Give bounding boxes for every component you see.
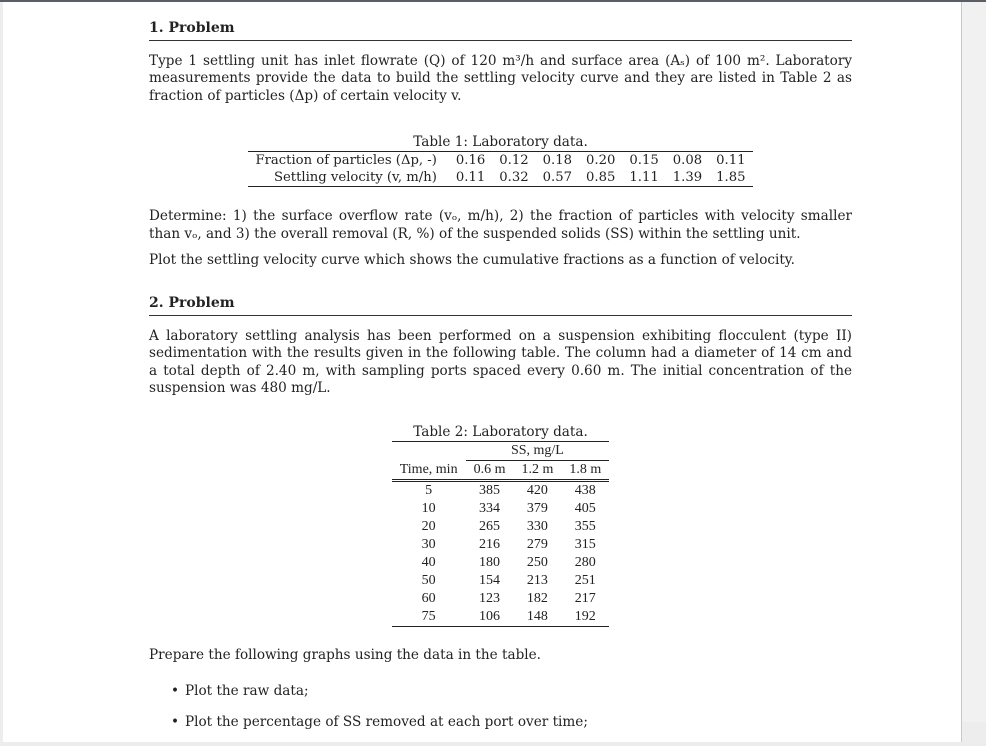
table-row [392,572,610,590]
scrollbar-track[interactable] [962,2,986,722]
table-cell: 251 [574,573,596,588]
problem-2-tasks [149,647,852,746]
table-cell: 0.16 [449,152,492,170]
table-cell: 50 [421,573,436,588]
table-cell: 1.85 [709,169,752,187]
column-header: 0.6 m [466,461,514,481]
problem-2-heading: 2. Problem [149,295,852,316]
problem-1-tasks [149,208,852,270]
table-1-row-velocity [248,169,752,187]
table-1-row-fraction [248,152,752,170]
table-cell: 123 [479,591,501,606]
table-row [392,481,610,501]
table-row [392,590,610,608]
problem-2-section [149,295,852,398]
table-cell: 438 [574,483,596,498]
table-cell: 280 [574,555,596,570]
table-cell: 279 [526,537,548,552]
table-2-header-row [392,461,610,481]
row-label: Settling velocity (v, m/h) [248,169,448,187]
problem-1-intro: Type 1 settling unit has inlet flowrate (Q) of 120 m³/h and surface area (Aₛ) of 100 m². Laboratory measurements provide the data to build the settling velocity curve and they are listed in Table 2 as fraction of particles (Δp) of certain velocity v. [149,52,852,104]
table-cell: 60 [421,591,436,606]
table-cell: 75 [392,608,466,627]
list-item: • Plot the raw data; [185,683,852,701]
table-cell: 1.39 [666,169,709,187]
table-cell: 420 [526,483,548,498]
table-cell: 30 [421,537,436,552]
table-2-group-row [392,442,610,461]
table-row [392,608,610,627]
table-cell: 213 [526,573,548,588]
table-2-block [149,424,852,627]
table-cell: 182 [526,591,548,606]
table-row [392,536,610,554]
table-2-caption: Table 2: Laboratory data. [413,424,588,440]
table-row [392,554,610,572]
table-cell: 0.08 [666,152,709,170]
table-cell: 265 [479,519,501,534]
table-cell: 148 [513,608,561,627]
table-cell: 106 [466,608,514,627]
graph-list [149,683,852,732]
problem-1-section [149,20,852,105]
table-cell: 0.11 [449,169,492,187]
problem-2-intro: A laboratory settling analysis has been performed on a suspension exhibiting flocculent (type II) sedimentation with the results given in the following table. The column had a diameter of 14 cm and a total depth of 2.40 m, with sampling ports spaced every 0.60 m. The initial concentration of the suspension was 480 mg/L. [149,327,852,396]
table-cell: 385 [479,483,501,498]
table-1-caption: Table 1: Laboratory data. [413,134,588,150]
table-cell: 0.12 [492,152,535,170]
problem-2-prepare: Prepare the following graphs using the data in the table. [149,647,541,663]
problem-1-determine: Determine: 1) the surface overflow rate (vₒ, m/h), 2) the fraction of particles with velocity smaller than vₒ, and 3) the overall removal (R, %) of the suspended solids (SS) within the settling unit. [149,208,852,242]
column-header: 1.8 m [561,461,609,481]
table-cell: 0.32 [492,169,535,187]
table-cell: 0.18 [536,152,579,170]
table-cell: 216 [479,537,501,552]
table-cell: 20 [421,519,436,534]
table-cell: 334 [479,501,501,516]
table-2 [392,441,610,627]
table-cell: 1.11 [622,169,665,187]
column-header: Time, min [392,461,466,481]
table-cell: 250 [526,555,548,570]
table-cell: 10 [421,501,436,516]
column-header: 1.2 m [513,461,561,481]
table-cell: 315 [574,537,596,552]
table-row [392,500,610,518]
table-cell: 0.57 [536,169,579,187]
group-header: SS, mg/L [466,442,610,461]
header-spacer [392,442,466,461]
table-cell: 0.20 [579,152,622,170]
list-item: • Plot the percentage of SS removed at each port over time; [185,714,852,732]
table-cell: 180 [479,555,501,570]
table-cell: 379 [526,501,548,516]
table-cell: 40 [421,555,436,570]
table-cell: 0.85 [579,169,622,187]
table-cell: 330 [526,519,548,534]
problem-1-heading: 1. Problem [149,20,852,41]
table-1 [248,151,752,187]
table-cell: 0.15 [622,152,665,170]
table-row [392,518,610,536]
problem-1-plot: Plot the settling velocity curve which shows the cumulative fractions as a function of velocity. [149,252,795,268]
table-cell: 355 [574,519,596,534]
table-cell: 405 [574,501,596,516]
table-cell: 192 [561,608,609,627]
table-1-block [149,134,852,187]
row-label: Fraction of particles (Δp, -) [248,152,448,170]
table-cell: 5 [425,483,433,498]
table-cell: 217 [574,591,596,606]
table-cell: 154 [479,573,501,588]
table-cell: 0.11 [709,152,752,170]
